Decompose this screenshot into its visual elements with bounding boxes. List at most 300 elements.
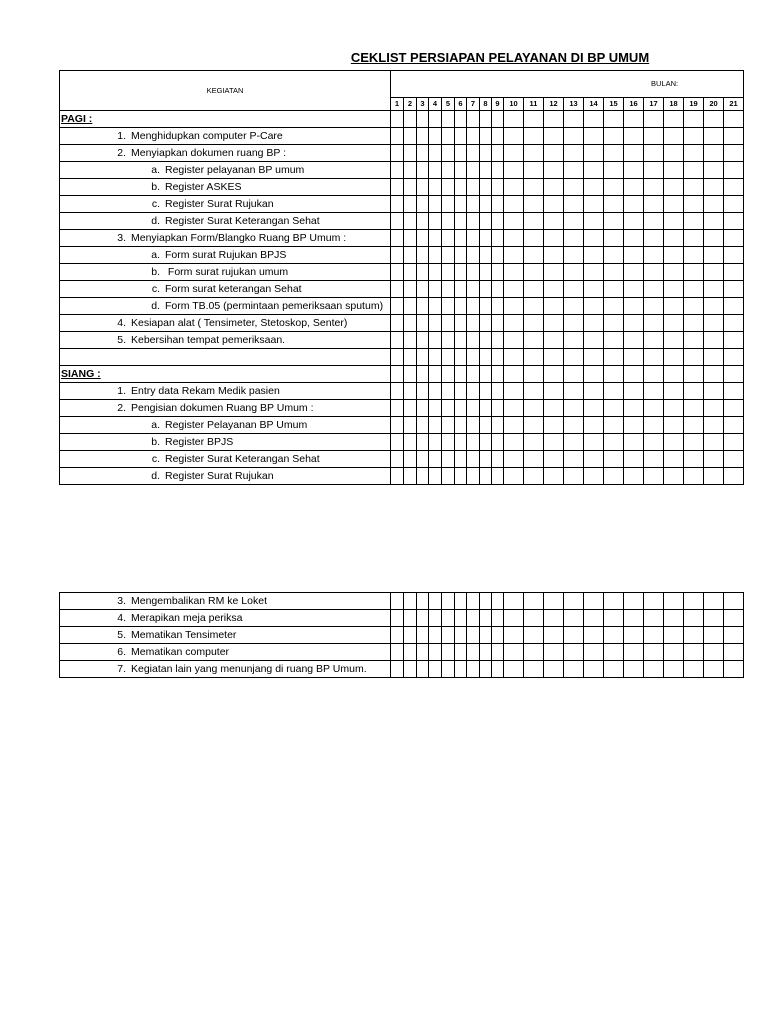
checkbox-cell[interactable]	[455, 179, 467, 196]
checkbox-cell[interactable]	[404, 162, 417, 179]
checkbox-cell[interactable]	[404, 298, 417, 315]
checkbox-cell[interactable]	[664, 383, 684, 400]
checkbox-cell[interactable]	[684, 644, 704, 661]
checkbox-cell[interactable]	[442, 213, 455, 230]
checkbox-cell[interactable]	[492, 627, 504, 644]
checkbox-cell[interactable]	[480, 247, 492, 264]
checkbox-cell[interactable]	[684, 661, 704, 678]
checkbox-cell[interactable]	[724, 661, 744, 678]
checkbox-cell[interactable]	[704, 213, 724, 230]
checkbox-cell[interactable]	[524, 162, 544, 179]
checkbox-cell[interactable]	[604, 349, 624, 366]
checkbox-cell[interactable]	[480, 196, 492, 213]
checkbox-cell[interactable]	[455, 661, 467, 678]
checkbox-cell[interactable]	[704, 627, 724, 644]
checkbox-cell[interactable]	[442, 661, 455, 678]
checkbox-cell[interactable]	[664, 417, 684, 434]
checkbox-cell[interactable]	[684, 468, 704, 485]
checkbox-cell[interactable]	[724, 451, 744, 468]
checkbox-cell[interactable]	[704, 111, 724, 128]
checkbox-cell[interactable]	[524, 111, 544, 128]
checkbox-cell[interactable]	[467, 417, 480, 434]
checkbox-cell[interactable]	[417, 383, 429, 400]
checkbox-cell[interactable]	[429, 179, 442, 196]
checkbox-cell[interactable]	[467, 145, 480, 162]
checkbox-cell[interactable]	[429, 627, 442, 644]
checkbox-cell[interactable]	[704, 610, 724, 627]
checkbox-cell[interactable]	[664, 332, 684, 349]
checkbox-cell[interactable]	[644, 179, 664, 196]
checkbox-cell[interactable]	[442, 417, 455, 434]
checkbox-cell[interactable]	[564, 213, 584, 230]
checkbox-cell[interactable]	[584, 593, 604, 610]
checkbox-cell[interactable]	[480, 349, 492, 366]
checkbox-cell[interactable]	[391, 332, 404, 349]
checkbox-cell[interactable]	[524, 213, 544, 230]
checkbox-cell[interactable]	[524, 196, 544, 213]
checkbox-cell[interactable]	[624, 383, 644, 400]
checkbox-cell[interactable]	[684, 383, 704, 400]
checkbox-cell[interactable]	[724, 196, 744, 213]
checkbox-cell[interactable]	[524, 383, 544, 400]
checkbox-cell[interactable]	[492, 661, 504, 678]
checkbox-cell[interactable]	[624, 128, 644, 145]
checkbox-cell[interactable]	[724, 349, 744, 366]
checkbox-cell[interactable]	[480, 315, 492, 332]
checkbox-cell[interactable]	[584, 400, 604, 417]
checkbox-cell[interactable]	[604, 451, 624, 468]
checkbox-cell[interactable]	[684, 145, 704, 162]
checkbox-cell[interactable]	[480, 610, 492, 627]
checkbox-cell[interactable]	[391, 264, 404, 281]
checkbox-cell[interactable]	[417, 179, 429, 196]
checkbox-cell[interactable]	[704, 417, 724, 434]
checkbox-cell[interactable]	[664, 230, 684, 247]
checkbox-cell[interactable]	[724, 213, 744, 230]
checkbox-cell[interactable]	[664, 661, 684, 678]
checkbox-cell[interactable]	[492, 417, 504, 434]
checkbox-cell[interactable]	[504, 264, 524, 281]
checkbox-cell[interactable]	[684, 610, 704, 627]
checkbox-cell[interactable]	[544, 230, 564, 247]
checkbox-cell[interactable]	[467, 264, 480, 281]
checkbox-cell[interactable]	[704, 264, 724, 281]
checkbox-cell[interactable]	[724, 298, 744, 315]
checkbox-cell[interactable]	[624, 468, 644, 485]
checkbox-cell[interactable]	[544, 332, 564, 349]
checkbox-cell[interactable]	[644, 298, 664, 315]
checkbox-cell[interactable]	[455, 349, 467, 366]
checkbox-cell[interactable]	[564, 610, 584, 627]
checkbox-cell[interactable]	[644, 230, 664, 247]
checkbox-cell[interactable]	[442, 315, 455, 332]
checkbox-cell[interactable]	[544, 366, 564, 383]
checkbox-cell[interactable]	[704, 332, 724, 349]
checkbox-cell[interactable]	[391, 162, 404, 179]
checkbox-cell[interactable]	[429, 610, 442, 627]
checkbox-cell[interactable]	[624, 247, 644, 264]
checkbox-cell[interactable]	[492, 196, 504, 213]
checkbox-cell[interactable]	[604, 332, 624, 349]
checkbox-cell[interactable]	[524, 661, 544, 678]
checkbox-cell[interactable]	[724, 230, 744, 247]
checkbox-cell[interactable]	[404, 468, 417, 485]
checkbox-cell[interactable]	[644, 162, 664, 179]
checkbox-cell[interactable]	[442, 111, 455, 128]
checkbox-cell[interactable]	[417, 315, 429, 332]
checkbox-cell[interactable]	[684, 179, 704, 196]
checkbox-cell[interactable]	[455, 213, 467, 230]
checkbox-cell[interactable]	[442, 162, 455, 179]
checkbox-cell[interactable]	[724, 593, 744, 610]
checkbox-cell[interactable]	[584, 247, 604, 264]
checkbox-cell[interactable]	[504, 451, 524, 468]
checkbox-cell[interactable]	[455, 230, 467, 247]
checkbox-cell[interactable]	[404, 627, 417, 644]
checkbox-cell[interactable]	[704, 593, 724, 610]
checkbox-cell[interactable]	[492, 247, 504, 264]
checkbox-cell[interactable]	[684, 400, 704, 417]
checkbox-cell[interactable]	[442, 644, 455, 661]
checkbox-cell[interactable]	[524, 315, 544, 332]
checkbox-cell[interactable]	[492, 230, 504, 247]
checkbox-cell[interactable]	[429, 661, 442, 678]
checkbox-cell[interactable]	[604, 661, 624, 678]
checkbox-cell[interactable]	[584, 366, 604, 383]
checkbox-cell[interactable]	[724, 627, 744, 644]
checkbox-cell[interactable]	[391, 349, 404, 366]
checkbox-cell[interactable]	[684, 434, 704, 451]
checkbox-cell[interactable]	[429, 213, 442, 230]
checkbox-cell[interactable]	[584, 179, 604, 196]
checkbox-cell[interactable]	[604, 610, 624, 627]
checkbox-cell[interactable]	[504, 179, 524, 196]
checkbox-cell[interactable]	[429, 111, 442, 128]
checkbox-cell[interactable]	[724, 610, 744, 627]
checkbox-cell[interactable]	[442, 593, 455, 610]
checkbox-cell[interactable]	[504, 111, 524, 128]
checkbox-cell[interactable]	[644, 610, 664, 627]
checkbox-cell[interactable]	[417, 213, 429, 230]
checkbox-cell[interactable]	[442, 264, 455, 281]
checkbox-cell[interactable]	[417, 468, 429, 485]
checkbox-cell[interactable]	[584, 468, 604, 485]
checkbox-cell[interactable]	[480, 145, 492, 162]
checkbox-cell[interactable]	[442, 298, 455, 315]
checkbox-cell[interactable]	[417, 644, 429, 661]
checkbox-cell[interactable]	[391, 468, 404, 485]
checkbox-cell[interactable]	[492, 179, 504, 196]
checkbox-cell[interactable]	[524, 349, 544, 366]
checkbox-cell[interactable]	[467, 315, 480, 332]
checkbox-cell[interactable]	[442, 179, 455, 196]
checkbox-cell[interactable]	[480, 451, 492, 468]
checkbox-cell[interactable]	[442, 468, 455, 485]
checkbox-cell[interactable]	[604, 213, 624, 230]
checkbox-cell[interactable]	[724, 366, 744, 383]
checkbox-cell[interactable]	[564, 332, 584, 349]
checkbox-cell[interactable]	[467, 451, 480, 468]
checkbox-cell[interactable]	[524, 298, 544, 315]
checkbox-cell[interactable]	[544, 400, 564, 417]
checkbox-cell[interactable]	[391, 644, 404, 661]
checkbox-cell[interactable]	[644, 264, 664, 281]
checkbox-cell[interactable]	[604, 196, 624, 213]
checkbox-cell[interactable]	[504, 468, 524, 485]
checkbox-cell[interactable]	[467, 366, 480, 383]
checkbox-cell[interactable]	[524, 468, 544, 485]
checkbox-cell[interactable]	[492, 468, 504, 485]
checkbox-cell[interactable]	[492, 644, 504, 661]
checkbox-cell[interactable]	[480, 468, 492, 485]
checkbox-cell[interactable]	[455, 315, 467, 332]
checkbox-cell[interactable]	[604, 128, 624, 145]
checkbox-cell[interactable]	[504, 366, 524, 383]
checkbox-cell[interactable]	[492, 400, 504, 417]
checkbox-cell[interactable]	[467, 349, 480, 366]
checkbox-cell[interactable]	[391, 627, 404, 644]
checkbox-cell[interactable]	[524, 179, 544, 196]
checkbox-cell[interactable]	[704, 247, 724, 264]
checkbox-cell[interactable]	[724, 383, 744, 400]
checkbox-cell[interactable]	[504, 315, 524, 332]
checkbox-cell[interactable]	[604, 627, 624, 644]
checkbox-cell[interactable]	[429, 593, 442, 610]
checkbox-cell[interactable]	[724, 315, 744, 332]
checkbox-cell[interactable]	[442, 332, 455, 349]
checkbox-cell[interactable]	[724, 644, 744, 661]
checkbox-cell[interactable]	[644, 349, 664, 366]
checkbox-cell[interactable]	[644, 417, 664, 434]
checkbox-cell[interactable]	[704, 230, 724, 247]
checkbox-cell[interactable]	[480, 128, 492, 145]
checkbox-cell[interactable]	[564, 366, 584, 383]
checkbox-cell[interactable]	[480, 179, 492, 196]
checkbox-cell[interactable]	[624, 451, 644, 468]
checkbox-cell[interactable]	[564, 661, 584, 678]
checkbox-cell[interactable]	[564, 128, 584, 145]
checkbox-cell[interactable]	[404, 383, 417, 400]
checkbox-cell[interactable]	[455, 366, 467, 383]
checkbox-cell[interactable]	[467, 247, 480, 264]
checkbox-cell[interactable]	[480, 264, 492, 281]
checkbox-cell[interactable]	[644, 128, 664, 145]
checkbox-cell[interactable]	[664, 315, 684, 332]
checkbox-cell[interactable]	[429, 400, 442, 417]
checkbox-cell[interactable]	[624, 230, 644, 247]
checkbox-cell[interactable]	[524, 644, 544, 661]
checkbox-cell[interactable]	[524, 451, 544, 468]
checkbox-cell[interactable]	[429, 332, 442, 349]
checkbox-cell[interactable]	[604, 111, 624, 128]
checkbox-cell[interactable]	[492, 281, 504, 298]
checkbox-cell[interactable]	[467, 213, 480, 230]
checkbox-cell[interactable]	[624, 145, 644, 162]
checkbox-cell[interactable]	[544, 383, 564, 400]
checkbox-cell[interactable]	[604, 162, 624, 179]
checkbox-cell[interactable]	[417, 230, 429, 247]
checkbox-cell[interactable]	[492, 145, 504, 162]
checkbox-cell[interactable]	[455, 610, 467, 627]
checkbox-cell[interactable]	[455, 434, 467, 451]
checkbox-cell[interactable]	[564, 349, 584, 366]
checkbox-cell[interactable]	[644, 400, 664, 417]
checkbox-cell[interactable]	[684, 593, 704, 610]
checkbox-cell[interactable]	[417, 247, 429, 264]
checkbox-cell[interactable]	[704, 451, 724, 468]
checkbox-cell[interactable]	[704, 145, 724, 162]
checkbox-cell[interactable]	[404, 315, 417, 332]
checkbox-cell[interactable]	[455, 264, 467, 281]
checkbox-cell[interactable]	[584, 434, 604, 451]
checkbox-cell[interactable]	[417, 145, 429, 162]
checkbox-cell[interactable]	[664, 281, 684, 298]
checkbox-cell[interactable]	[504, 213, 524, 230]
checkbox-cell[interactable]	[480, 400, 492, 417]
checkbox-cell[interactable]	[492, 383, 504, 400]
checkbox-cell[interactable]	[429, 162, 442, 179]
checkbox-cell[interactable]	[544, 145, 564, 162]
checkbox-cell[interactable]	[404, 332, 417, 349]
checkbox-cell[interactable]	[404, 145, 417, 162]
checkbox-cell[interactable]	[624, 593, 644, 610]
checkbox-cell[interactable]	[524, 400, 544, 417]
checkbox-cell[interactable]	[492, 434, 504, 451]
checkbox-cell[interactable]	[429, 417, 442, 434]
checkbox-cell[interactable]	[604, 298, 624, 315]
checkbox-cell[interactable]	[455, 593, 467, 610]
checkbox-cell[interactable]	[524, 264, 544, 281]
checkbox-cell[interactable]	[624, 417, 644, 434]
checkbox-cell[interactable]	[704, 383, 724, 400]
checkbox-cell[interactable]	[404, 281, 417, 298]
checkbox-cell[interactable]	[604, 230, 624, 247]
checkbox-cell[interactable]	[504, 349, 524, 366]
checkbox-cell[interactable]	[584, 349, 604, 366]
checkbox-cell[interactable]	[544, 196, 564, 213]
checkbox-cell[interactable]	[404, 661, 417, 678]
checkbox-cell[interactable]	[704, 434, 724, 451]
checkbox-cell[interactable]	[724, 264, 744, 281]
checkbox-cell[interactable]	[564, 230, 584, 247]
checkbox-cell[interactable]	[644, 111, 664, 128]
checkbox-cell[interactable]	[584, 332, 604, 349]
checkbox-cell[interactable]	[644, 451, 664, 468]
checkbox-cell[interactable]	[524, 610, 544, 627]
checkbox-cell[interactable]	[429, 434, 442, 451]
checkbox-cell[interactable]	[480, 417, 492, 434]
checkbox-cell[interactable]	[564, 627, 584, 644]
checkbox-cell[interactable]	[492, 366, 504, 383]
checkbox-cell[interactable]	[604, 434, 624, 451]
checkbox-cell[interactable]	[492, 315, 504, 332]
checkbox-cell[interactable]	[417, 661, 429, 678]
checkbox-cell[interactable]	[724, 179, 744, 196]
checkbox-cell[interactable]	[604, 145, 624, 162]
checkbox-cell[interactable]	[604, 315, 624, 332]
checkbox-cell[interactable]	[584, 128, 604, 145]
checkbox-cell[interactable]	[391, 281, 404, 298]
checkbox-cell[interactable]	[624, 349, 644, 366]
checkbox-cell[interactable]	[544, 111, 564, 128]
checkbox-cell[interactable]	[544, 593, 564, 610]
checkbox-cell[interactable]	[564, 400, 584, 417]
checkbox-cell[interactable]	[504, 145, 524, 162]
checkbox-cell[interactable]	[504, 230, 524, 247]
checkbox-cell[interactable]	[467, 179, 480, 196]
checkbox-cell[interactable]	[604, 400, 624, 417]
checkbox-cell[interactable]	[442, 366, 455, 383]
checkbox-cell[interactable]	[504, 661, 524, 678]
checkbox-cell[interactable]	[442, 383, 455, 400]
checkbox-cell[interactable]	[684, 111, 704, 128]
checkbox-cell[interactable]	[480, 298, 492, 315]
checkbox-cell[interactable]	[480, 593, 492, 610]
checkbox-cell[interactable]	[584, 315, 604, 332]
checkbox-cell[interactable]	[524, 230, 544, 247]
checkbox-cell[interactable]	[417, 627, 429, 644]
checkbox-cell[interactable]	[704, 661, 724, 678]
checkbox-cell[interactable]	[644, 644, 664, 661]
checkbox-cell[interactable]	[564, 247, 584, 264]
checkbox-cell[interactable]	[442, 434, 455, 451]
checkbox-cell[interactable]	[417, 281, 429, 298]
checkbox-cell[interactable]	[429, 230, 442, 247]
checkbox-cell[interactable]	[724, 400, 744, 417]
checkbox-cell[interactable]	[704, 468, 724, 485]
checkbox-cell[interactable]	[664, 468, 684, 485]
checkbox-cell[interactable]	[455, 417, 467, 434]
checkbox-cell[interactable]	[544, 349, 564, 366]
checkbox-cell[interactable]	[584, 661, 604, 678]
checkbox-cell[interactable]	[504, 417, 524, 434]
checkbox-cell[interactable]	[417, 111, 429, 128]
checkbox-cell[interactable]	[524, 434, 544, 451]
checkbox-cell[interactable]	[429, 451, 442, 468]
checkbox-cell[interactable]	[624, 298, 644, 315]
checkbox-cell[interactable]	[704, 349, 724, 366]
checkbox-cell[interactable]	[504, 434, 524, 451]
checkbox-cell[interactable]	[684, 281, 704, 298]
checkbox-cell[interactable]	[480, 627, 492, 644]
checkbox-cell[interactable]	[467, 281, 480, 298]
checkbox-cell[interactable]	[391, 417, 404, 434]
checkbox-cell[interactable]	[684, 349, 704, 366]
checkbox-cell[interactable]	[391, 610, 404, 627]
checkbox-cell[interactable]	[564, 162, 584, 179]
checkbox-cell[interactable]	[624, 111, 644, 128]
checkbox-cell[interactable]	[564, 179, 584, 196]
checkbox-cell[interactable]	[664, 264, 684, 281]
checkbox-cell[interactable]	[724, 111, 744, 128]
checkbox-cell[interactable]	[504, 593, 524, 610]
checkbox-cell[interactable]	[584, 451, 604, 468]
checkbox-cell[interactable]	[604, 281, 624, 298]
checkbox-cell[interactable]	[467, 468, 480, 485]
checkbox-cell[interactable]	[664, 400, 684, 417]
checkbox-cell[interactable]	[524, 247, 544, 264]
checkbox-cell[interactable]	[624, 400, 644, 417]
checkbox-cell[interactable]	[544, 468, 564, 485]
checkbox-cell[interactable]	[684, 366, 704, 383]
checkbox-cell[interactable]	[624, 332, 644, 349]
checkbox-cell[interactable]	[404, 366, 417, 383]
checkbox-cell[interactable]	[544, 610, 564, 627]
checkbox-cell[interactable]	[684, 230, 704, 247]
checkbox-cell[interactable]	[544, 451, 564, 468]
checkbox-cell[interactable]	[524, 627, 544, 644]
checkbox-cell[interactable]	[480, 332, 492, 349]
